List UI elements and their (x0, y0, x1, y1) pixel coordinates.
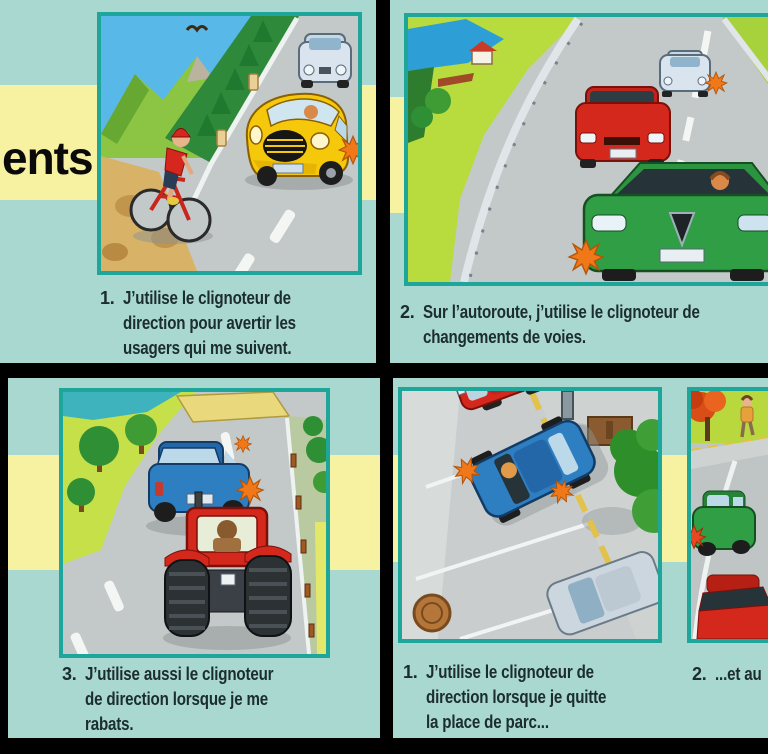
caption-line: rabats. (85, 714, 134, 734)
caption-line: J’utilise le clignoteur de (426, 662, 594, 682)
illustration-frame (404, 13, 768, 286)
illustration-frame (59, 388, 330, 658)
section-heading-fragment: ents (2, 132, 93, 184)
illustration-frame (97, 12, 362, 275)
caption-parking-2 (692, 662, 768, 687)
street-scene (691, 391, 768, 639)
caption-number: 1. (403, 662, 418, 682)
tractor-road-scene (63, 392, 326, 654)
caption-3 (62, 662, 309, 737)
caption-2 (400, 300, 752, 350)
red-car (697, 575, 768, 639)
yellow-car (245, 94, 358, 190)
caption-number: 2. (692, 664, 707, 684)
panel-bottom-right (393, 378, 768, 738)
illustration-frame (687, 387, 768, 643)
caption-line: J’utilise le clignoteur de (123, 288, 291, 308)
red-car (576, 87, 670, 168)
caption-line: changements de voies. (423, 327, 586, 347)
panel-bottom-left (8, 378, 380, 738)
caption-line: de direction lorsque je me (85, 689, 269, 709)
caption-line: ...et au (715, 664, 762, 684)
illustration-frame (398, 387, 662, 643)
caption-line: Sur l’autoroute, j’utilise le clignoteur de (423, 302, 700, 322)
panel-top-left (0, 0, 376, 363)
silver-car (299, 34, 351, 88)
caption-number: 3. (62, 664, 77, 684)
caption-number: 1. (100, 288, 115, 308)
panel-top-right (390, 0, 768, 363)
motorway-scene (408, 17, 768, 282)
caption-parking-1 (403, 660, 641, 735)
caption-line: usagers qui me suivent. (123, 338, 292, 358)
caption-line: J’utilise aussi le clignoteur (85, 664, 274, 684)
mountain-road-scene (101, 16, 358, 271)
caption-number: 2. (400, 302, 415, 322)
caption-1 (100, 286, 329, 361)
parking-lot-scene (402, 391, 658, 639)
caption-line: direction lorsque je quitte (426, 687, 607, 707)
caption-line: direction pour avertir les (123, 313, 296, 333)
caption-line: la place de parc... (426, 712, 549, 732)
